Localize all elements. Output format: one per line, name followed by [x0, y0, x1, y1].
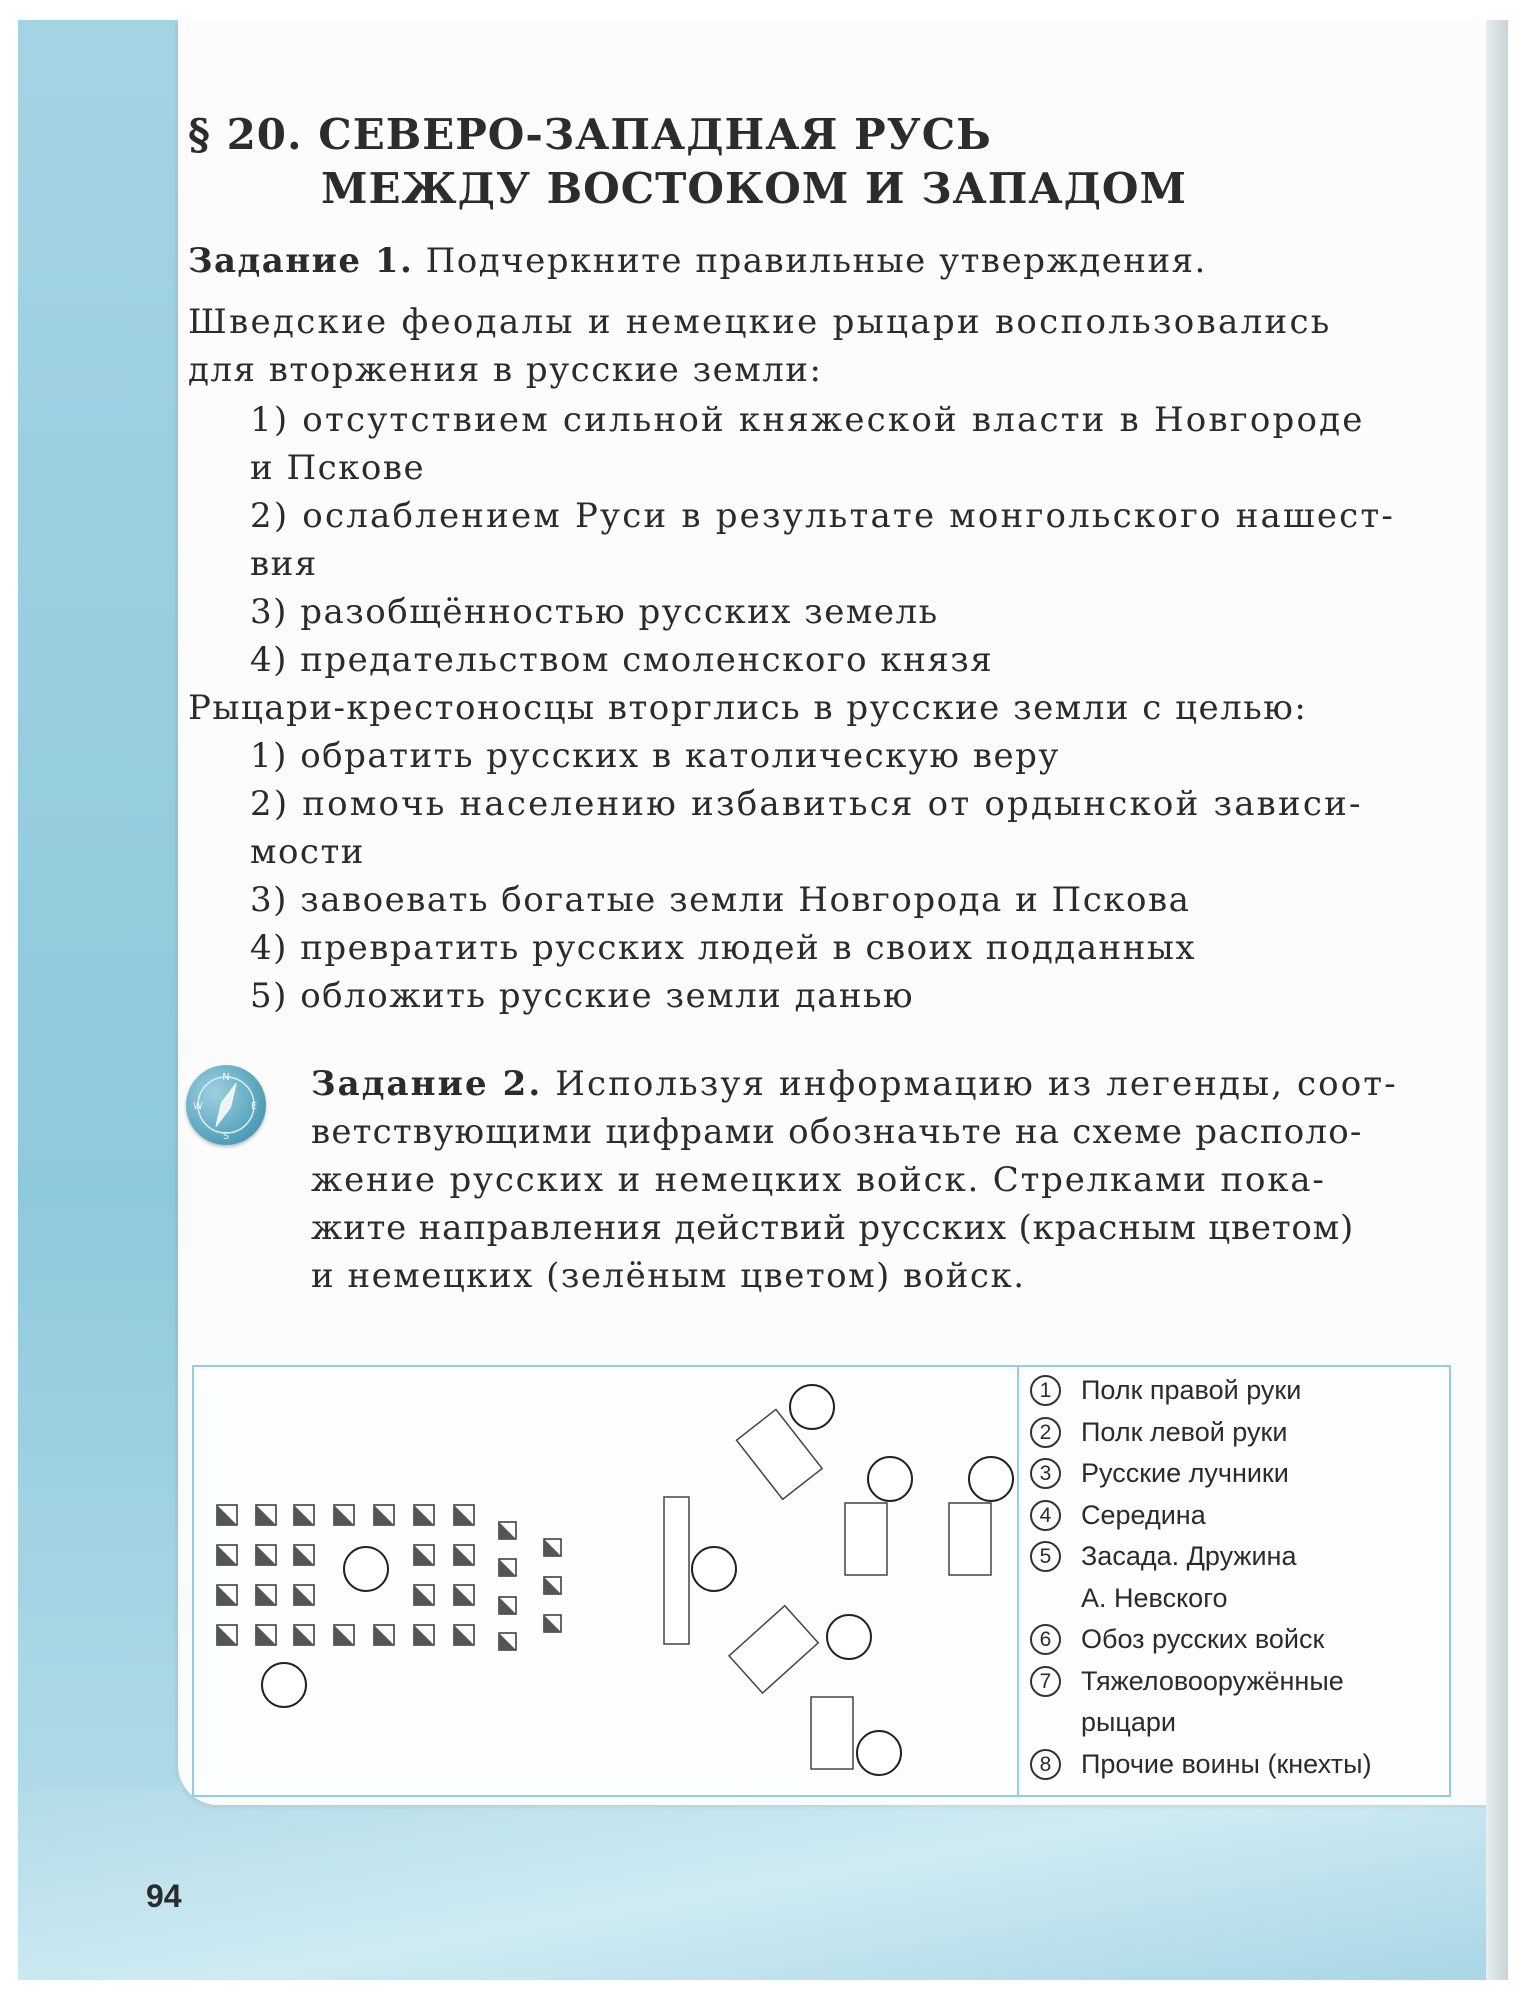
legend-divider [1017, 1365, 1019, 1797]
compass-letter: E [250, 1101, 258, 1112]
q1-option-2[interactable]: 2) ослаблением Руси в результате монгольского нашест- [250, 496, 1396, 536]
legend-item [1030, 1536, 1372, 1578]
section-title-line2: МЕЖДУ ВОСТОКОМ И ЗАПАДОМ [321, 164, 1188, 213]
page-bottom-band [18, 1790, 1508, 1980]
legend-number: 8 [1030, 1749, 1061, 1780]
center-regiment [664, 1497, 689, 1644]
task2-line-3: жение русских и немецких войск. Стрелками пока- [311, 1160, 1326, 1200]
battle-diagram [194, 1367, 1019, 1795]
compass-icon [186, 1065, 266, 1145]
page-number: 94 [146, 1878, 182, 1914]
answer-circle[interactable] [344, 1547, 388, 1591]
legend-item [1030, 1370, 1372, 1412]
answer-circle[interactable] [857, 1731, 901, 1775]
task2-line-5: и немецких (зелёным цветом) войск. [311, 1256, 1026, 1296]
q1-line: для вторжения в русские земли: [188, 350, 823, 390]
task2-line-4: жите направления действий русских (красным цветом) [311, 1208, 1355, 1248]
q2-option-1[interactable]: 1) обратить русских в католическую веру [250, 736, 1060, 776]
q2-option-3[interactable]: 3) завоевать богатые земли Новгорода и Пскова [250, 880, 1191, 920]
legend-item [1030, 1495, 1372, 1537]
q1-option-1[interactable]: 1) отсутствием сильной княжеской власти в Новгороде [250, 400, 1365, 440]
legend-label: Полк правой руки [1081, 1375, 1302, 1405]
legend-number: 3 [1030, 1458, 1061, 1489]
page-edge [1486, 20, 1508, 1980]
legend-number: 1 [1030, 1375, 1061, 1406]
answer-circle[interactable] [262, 1663, 306, 1707]
legend-number: 5 [1030, 1541, 1061, 1572]
q2-option-4[interactable]: 4) превратить русских людей в своих подданных [250, 928, 1197, 968]
compass-letter: W [193, 1101, 203, 1112]
answer-circle[interactable] [969, 1457, 1013, 1501]
legend-number: 4 [1030, 1500, 1061, 1531]
q2-option-2-cont[interactable]: мости [250, 832, 365, 872]
legend-item [1030, 1744, 1372, 1786]
q1-option-1-cont[interactable]: и Пскове [250, 448, 426, 488]
legend-item-cont: рыцари [1081, 1707, 1177, 1737]
task2-line-1 [311, 1060, 1398, 1108]
section-title [188, 108, 1187, 216]
q1-option-3[interactable]: 3) разобщённостью русских земель [250, 592, 939, 632]
legend-label: Тяжеловооружённые [1081, 1665, 1344, 1696]
answer-circle[interactable] [827, 1615, 871, 1659]
legend-number: 6 [1030, 1624, 1061, 1655]
task1-label: Задание 1. [188, 241, 414, 281]
task2-text: Используя информацию из легенды, соот- [555, 1064, 1398, 1104]
legend-label: Обоз русских войск [1081, 1624, 1325, 1654]
page-left-stripe [18, 20, 178, 1980]
compass-letter: S [222, 1131, 230, 1142]
legend-item [1030, 1619, 1372, 1661]
legend [1030, 1370, 1372, 1785]
task1-heading [188, 237, 1207, 285]
section-title-line1: § 20. СЕВЕРО-ЗАПАДНАЯ РУСЬ [188, 110, 992, 159]
answer-circle[interactable] [790, 1385, 834, 1429]
legend-item [1030, 1412, 1372, 1454]
task2-line-2: ветствующими цифрами обозначьте на схеме располо- [311, 1112, 1363, 1152]
ambush-rect [845, 1503, 887, 1575]
q1-option-4[interactable]: 4) предательством смоленского князя [250, 640, 994, 680]
legend-item [1030, 1453, 1372, 1495]
reserve-rect [949, 1503, 991, 1575]
q2-option-2[interactable]: 2) помочь населению избавиться от ордынской зависи- [250, 784, 1363, 824]
legend-label: Русские лучники [1081, 1458, 1289, 1488]
q2-line: Рыцари-крестоносцы вторглись в русские земли с целью: [188, 688, 1308, 728]
legend-item [1030, 1661, 1372, 1703]
legend-number: 2 [1030, 1417, 1061, 1448]
q2-option-5[interactable]: 5) обложить русские земли данью [250, 976, 915, 1016]
legend-label: Полк левой руки [1081, 1416, 1288, 1447]
knights-formation [217, 1505, 561, 1650]
left-hand-regiment [729, 1606, 818, 1693]
task2-label: Задание 2. [311, 1064, 543, 1104]
legend-item-cont: А. Невского [1081, 1582, 1228, 1613]
supply-rect [811, 1697, 853, 1769]
q1-line: Шведские феодалы и немецкие рыцари воспользовались [188, 302, 1332, 342]
legend-label: Засада. Дружина [1081, 1541, 1297, 1571]
legend-label: Середина [1081, 1499, 1206, 1530]
task1-instruction: Подчеркните правильные утверждения. [425, 241, 1207, 281]
answer-circle[interactable] [692, 1547, 736, 1591]
q1-option-2-cont[interactable]: вия [250, 544, 318, 584]
answer-circle[interactable] [868, 1457, 912, 1501]
legend-label: Прочие воины (кнехты) [1081, 1748, 1372, 1779]
legend-number: 7 [1030, 1666, 1061, 1697]
compass-letter: N [222, 1072, 230, 1083]
